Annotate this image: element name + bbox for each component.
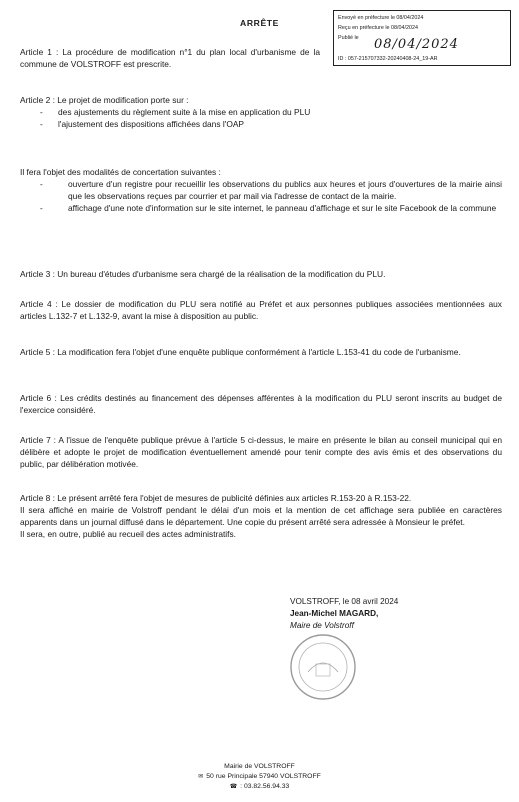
article-6-text: Article 6 : Les crédits destinés au financement des dépenses afférentes à la modification du PLU seront inscrits au budget de l'exercice considéré. — [20, 393, 502, 415]
prefecture-stamp — [333, 10, 511, 66]
article-4-text: Article 4 : Le dossier de modification du PLU sera notifié au Préfet et aux personnes publiques associées mentionnées aux articles L.132-7 et L.132-9, avant la mise à disposition au public. — [20, 299, 502, 321]
stamp-published-handwritten: 08/04/2024 — [374, 37, 459, 52]
article-4 — [20, 298, 502, 322]
footer-phone: : 03.82.56.94.33 — [240, 783, 290, 790]
stamp-published-label: Publié le — [338, 35, 359, 41]
signature-block — [290, 596, 490, 632]
article-5-text: Article 5 : La modification fera l'objet d'une enquête publique conformément à l'article L.153-41 du code de l'urbanisme. — [20, 347, 461, 357]
article-6 — [20, 392, 502, 416]
stamp-id: ID : 057-215707332-20240408-24_19-AR — [338, 56, 438, 62]
list-item: - des ajustements du règlement suite à la mise en application du PLU — [20, 106, 502, 118]
document-title: ARRÊTE — [240, 18, 279, 28]
signature-name: Jean-Michel MAGARD, — [290, 609, 379, 618]
footer — [0, 762, 519, 792]
article-2 — [20, 94, 502, 130]
article-2-intro: Article 2 : Le projet de modification porte sur : — [20, 95, 189, 105]
article-7 — [20, 434, 502, 470]
article-1-text: Article 1 : La procédure de modification n°1 du plan local d'urbanisme de la commune de VOLSTROFF est prescrite. — [20, 47, 320, 69]
article-7-text: Article 7 : A l'issue de l'enquête publique prévue à l'article 5 ci-dessus, le maire en présente le bilan au conseil municipal qui en délibère et adopte le projet de modification éventuellement amendé pour tenir compte des avis émis et des observations du public, par délibération motivée. — [20, 435, 502, 469]
footer-org: Mairie de VOLSTROFF — [224, 763, 295, 770]
list-item: - ouverture d'un registre pour recueillir les observations du publics aux heures et jours d'ouvertures de la mairie ainsi que les observations reçues par courrier et par mail via l'adresse de contact de la mairie. — [20, 178, 502, 202]
envelope-icon: ✉ — [198, 774, 204, 780]
article-3 — [20, 268, 502, 280]
concertation-intro: Il fera l'objet des modalités de concertation suivantes : — [20, 167, 221, 177]
signature-place-date: VOLSTROFF, le 08 avril 2024 — [290, 597, 399, 606]
article-1 — [20, 46, 320, 70]
signature-role: Maire de Volstroff — [290, 621, 354, 630]
concertation — [20, 166, 502, 214]
mairie-seal-icon — [288, 632, 358, 702]
article-5 — [20, 346, 502, 358]
article-8-line2: Il sera affiché en mairie de Volstroff pendant le délai d'un mois et la mention de cet affichage sera publiée en caractères apparents dans un journal diffusé dans le département. Une copie du présent arrêté sera adressée à Monsieur le préfet. — [20, 505, 502, 527]
stamp-sent: Envoyé en préfecture le 08/04/2024 — [338, 15, 424, 21]
phone-icon: ☎ — [229, 784, 238, 790]
article-3-text: Article 3 : Un bureau d'études d'urbanisme sera chargé de la réalisation de la modification du PLU. — [20, 269, 386, 279]
footer-address: 50 rue Principale 57940 VOLSTROFF — [206, 773, 321, 780]
list-item: - affichage d'une note d'information sur le site internet, le panneau d'affichage et sur le site Facebook de la commune — [20, 202, 502, 214]
article-8-line3: Il sera, en outre, publié au recueil des actes administratifs. — [20, 529, 236, 539]
article-8-line1: Article 8 : Le présent arrêté fera l'objet de mesures de publicité définies aux articles R.153-20 à R.153-22. — [20, 493, 412, 503]
article-8 — [20, 492, 502, 540]
stamp-received: Reçu en préfecture le 08/04/2024 — [338, 25, 419, 31]
list-item: - l'ajustement des dispositions affichées dans l'OAP — [20, 118, 502, 130]
